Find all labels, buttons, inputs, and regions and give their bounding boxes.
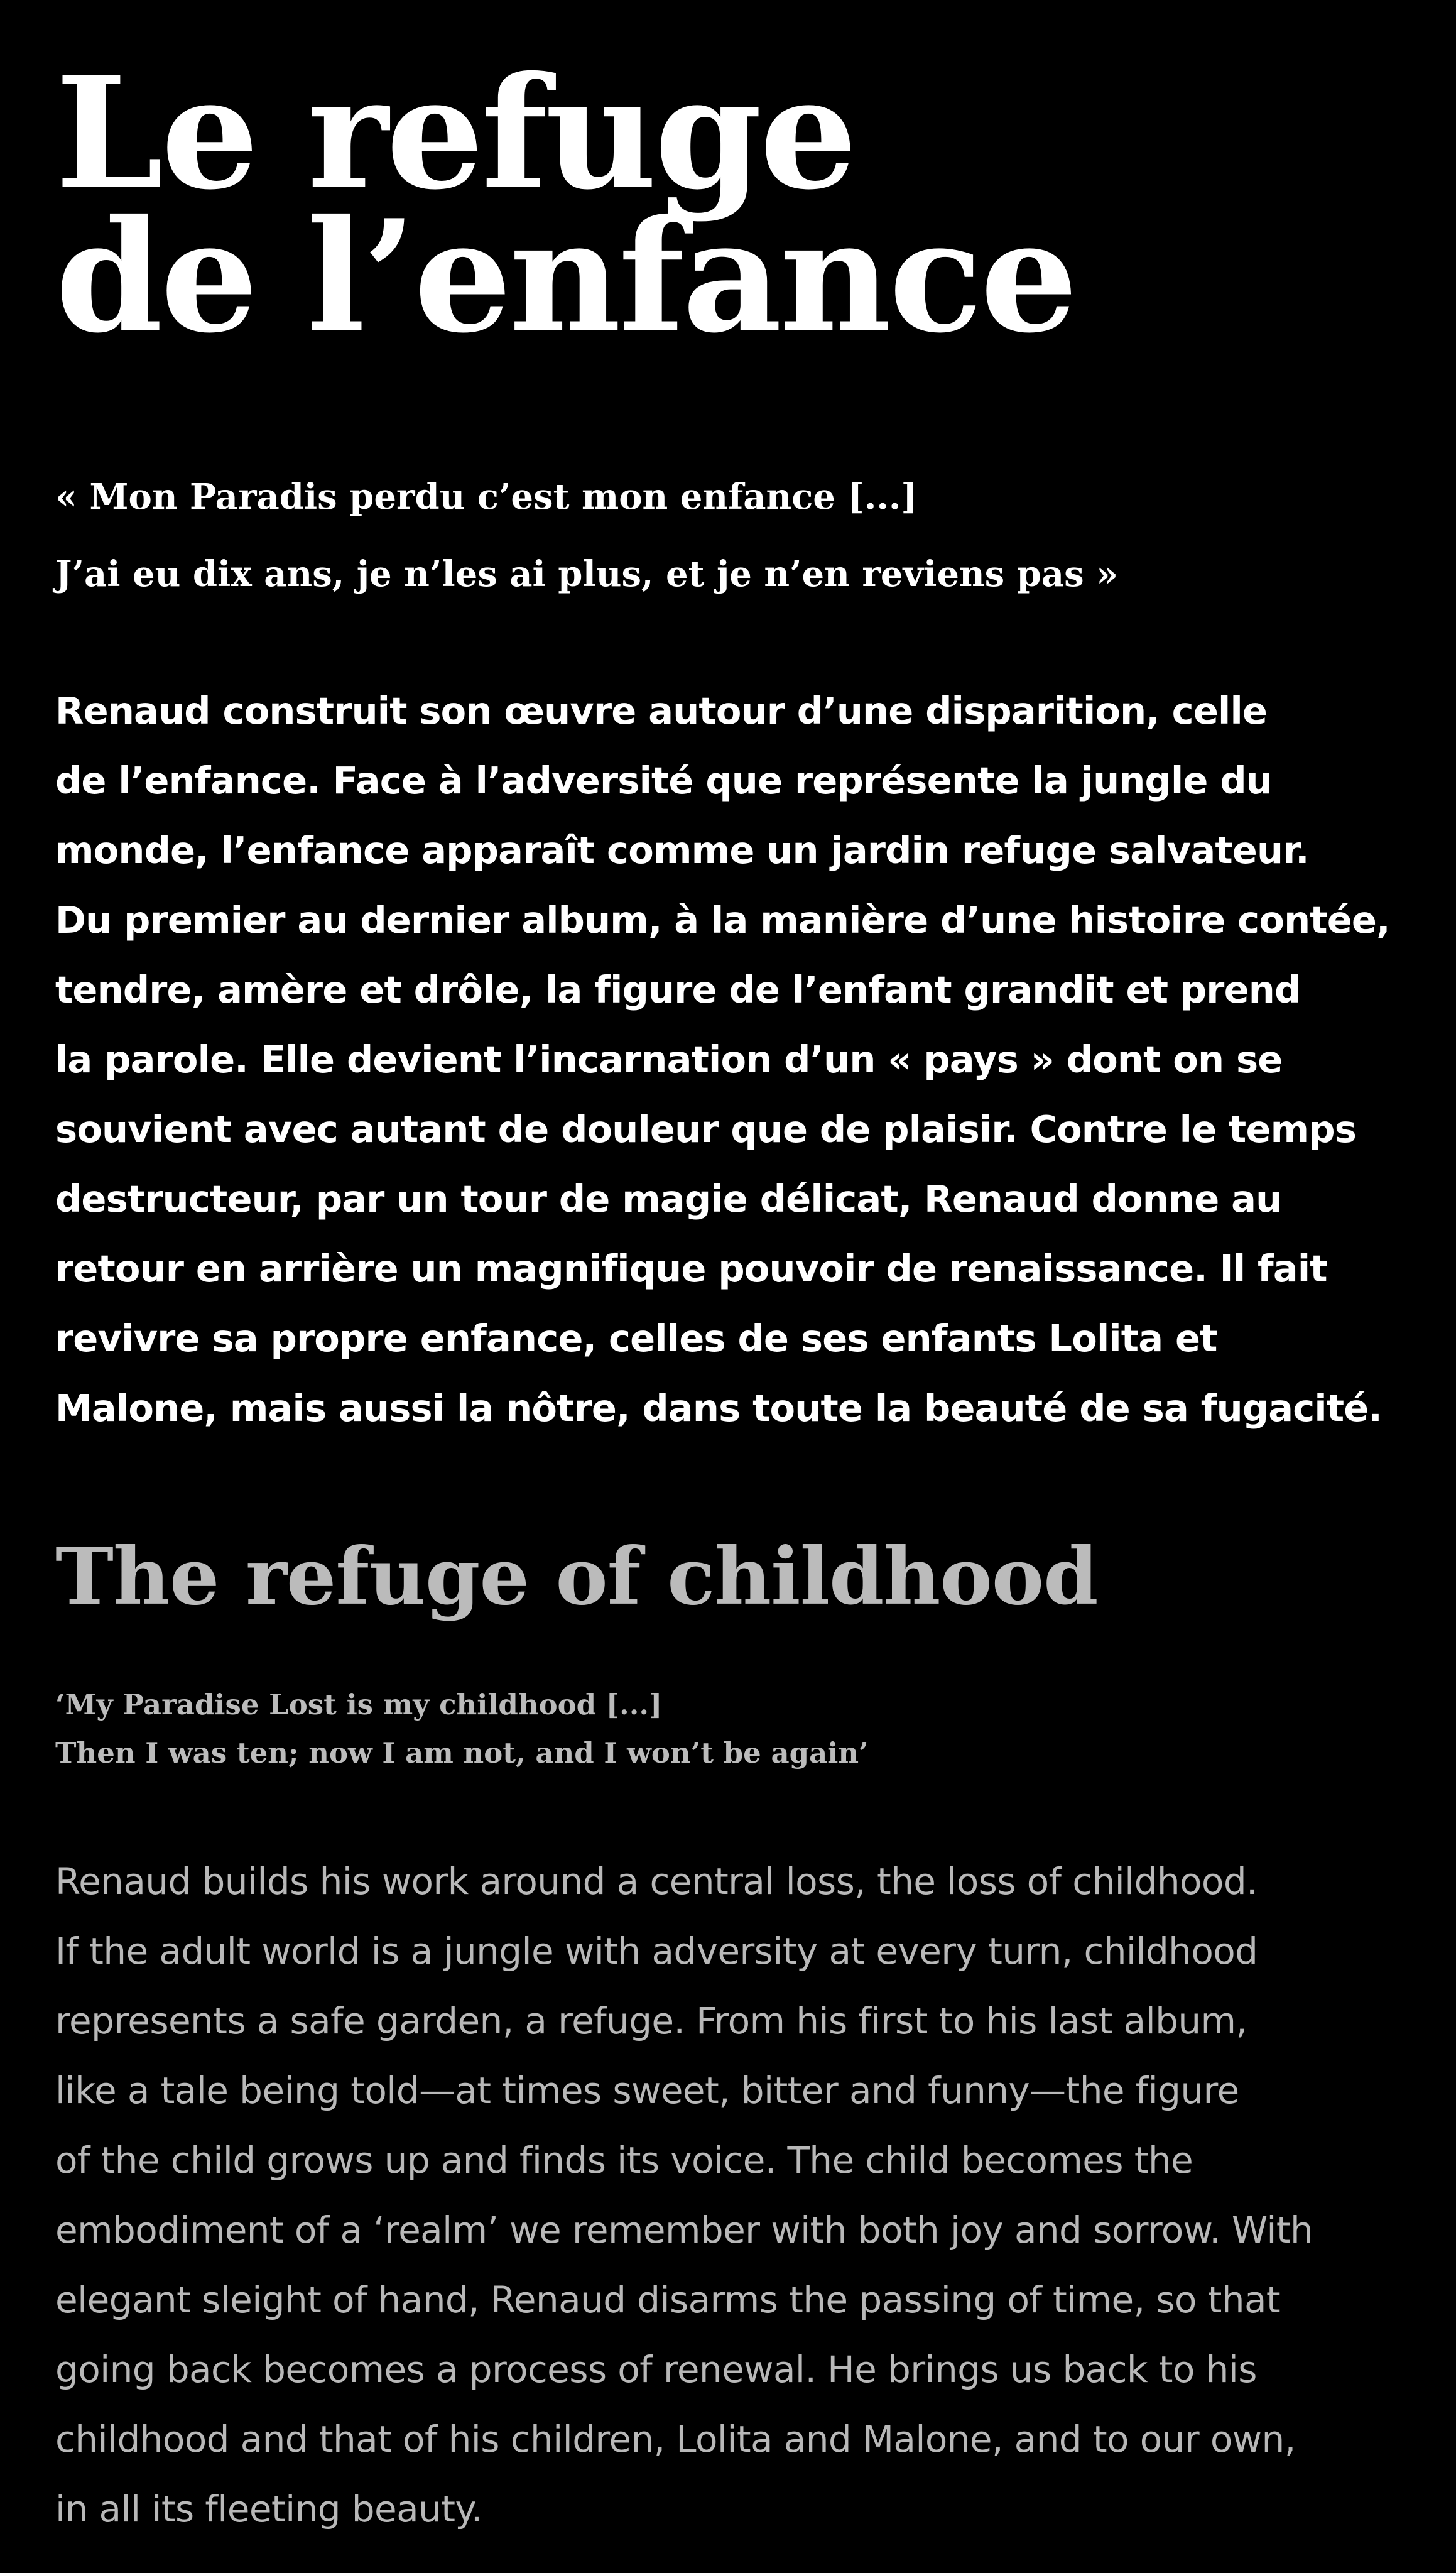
french-body-line: la parole. Elle devient l’incarnation d’un « pays » dont on se — [55, 1038, 1283, 1081]
french-quote-line: « Mon Paradis perdu c’est mon enfance [...] — [55, 476, 918, 518]
english-body-line: Renaud builds his work around a central loss, the loss of childhood. — [55, 1860, 1258, 1903]
english-body-line: childhood and that of his children, Lolita and Malone, and to our own, — [55, 2418, 1296, 2461]
french-title-line: Le refuge — [55, 43, 856, 224]
french-body-line: de l’enfance. Face à l’adversité que représente la jungle du — [55, 759, 1272, 802]
english-quote — [55, 1680, 869, 1777]
french-body-text — [55, 676, 1390, 1443]
french-title-line: de l’enfance — [55, 186, 1076, 367]
english-body-line: of the child grows up and finds its voice. The child becomes the — [55, 2139, 1193, 2182]
french-body-line: monde, l’enfance apparaît comme un jardin refuge salvateur. — [55, 829, 1309, 872]
french-body-line: Malone, mais aussi la nôtre, dans toute la beauté de sa fugacité. — [55, 1386, 1383, 1430]
english-quote-line: ‘My Paradise Lost is my childhood [...] — [55, 1688, 663, 1721]
english-title: The refuge of childhood — [55, 1531, 1098, 1623]
french-title — [55, 43, 1076, 367]
french-quote — [55, 459, 1118, 613]
english-body-line: like a tale being told—at times sweet, bitter and funny—the figure — [55, 2069, 1239, 2112]
english-quote-line: Then I was ten; now I am not, and I won’t be again’ — [55, 1736, 869, 1770]
french-body-line: souvient avec autant de douleur que de plaisir. Contre le temps — [55, 1107, 1357, 1151]
english-body-line: represents a safe garden, a refuge. From his first to his last album, — [55, 1999, 1247, 2042]
english-body-line: embodiment of a ‘realm’ we remember with both joy and sorrow. With — [55, 2209, 1313, 2251]
english-body-line: going back becomes a process of renewal. He brings us back to his — [55, 2348, 1257, 2391]
french-body-line: revivre sa propre enfance, celles de ses enfants Lolita et — [55, 1317, 1217, 1360]
french-body-line: destructeur, par un tour de magie délicat, Renaud donne au — [55, 1177, 1282, 1221]
french-body-line: Du premier au dernier album, à la manière d’une histoire contée, — [55, 898, 1390, 942]
french-body-line: tendre, amère et drôle, la figure de l’enfant grandit et prend — [55, 968, 1301, 1011]
french-body-line: Renaud construit son œuvre autour d’une disparition, celle — [55, 689, 1268, 732]
french-body-line: retour en arrière un magnifique pouvoir de renaissance. Il fait — [55, 1247, 1327, 1290]
english-body-line: If the adult world is a jungle with adversity at every turn, childhood — [55, 1930, 1258, 1972]
english-body-text — [55, 1847, 1313, 2544]
french-quote-line: J’ai eu dix ans, je n’les ai plus, et je n’en reviens pas » — [55, 553, 1119, 595]
english-body-line: elegant sleight of hand, Renaud disarms the passing of time, so that — [55, 2278, 1281, 2321]
english-body-line: in all its fleeting beauty. — [55, 2488, 482, 2530]
